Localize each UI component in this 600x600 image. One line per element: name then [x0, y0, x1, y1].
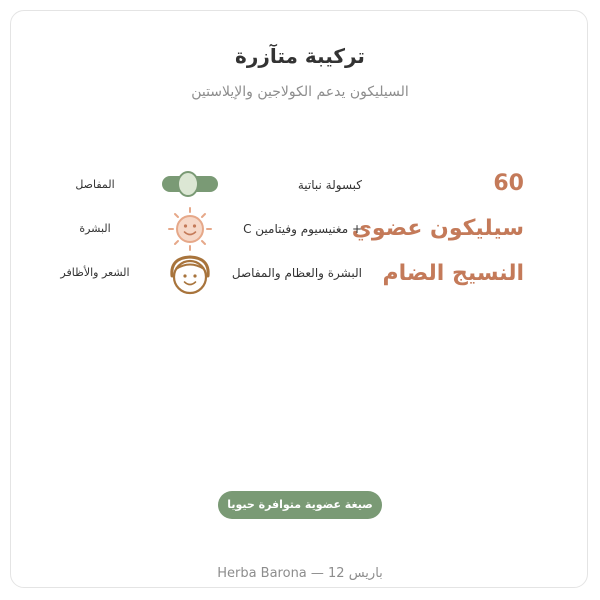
benefit-joints: المفاصل	[75, 178, 115, 191]
capsule-count: 60	[493, 171, 524, 196]
organic-formula-badge: صيغة عضوية متوافرة حيويا	[218, 491, 382, 519]
page-title: تركيبة متآزرة	[235, 44, 365, 68]
footer-brand-address: Herba Barona — 12 باريس	[217, 566, 383, 581]
benefit-skin: البشرة	[79, 222, 111, 235]
sun-face-icon	[160, 207, 220, 251]
connective-detail: البشرة والعظام والمفاصل	[231, 266, 362, 280]
capsule-icon	[160, 162, 220, 206]
capsule-label: كبسولة نباتية	[297, 178, 362, 192]
silicon-heading: سيليكون عضوي	[351, 216, 524, 241]
silicon-detail: + مغنيسيوم وفيتامين C	[243, 222, 362, 236]
page-subtitle: السيليكون يدعم الكولاجين والإيلاستين	[191, 84, 409, 100]
smiling-face-with-hair-icon	[160, 252, 220, 296]
connective-heading: النسيج الضام	[382, 261, 524, 286]
benefit-hair-nails: الشعر والأظافر	[60, 266, 130, 279]
